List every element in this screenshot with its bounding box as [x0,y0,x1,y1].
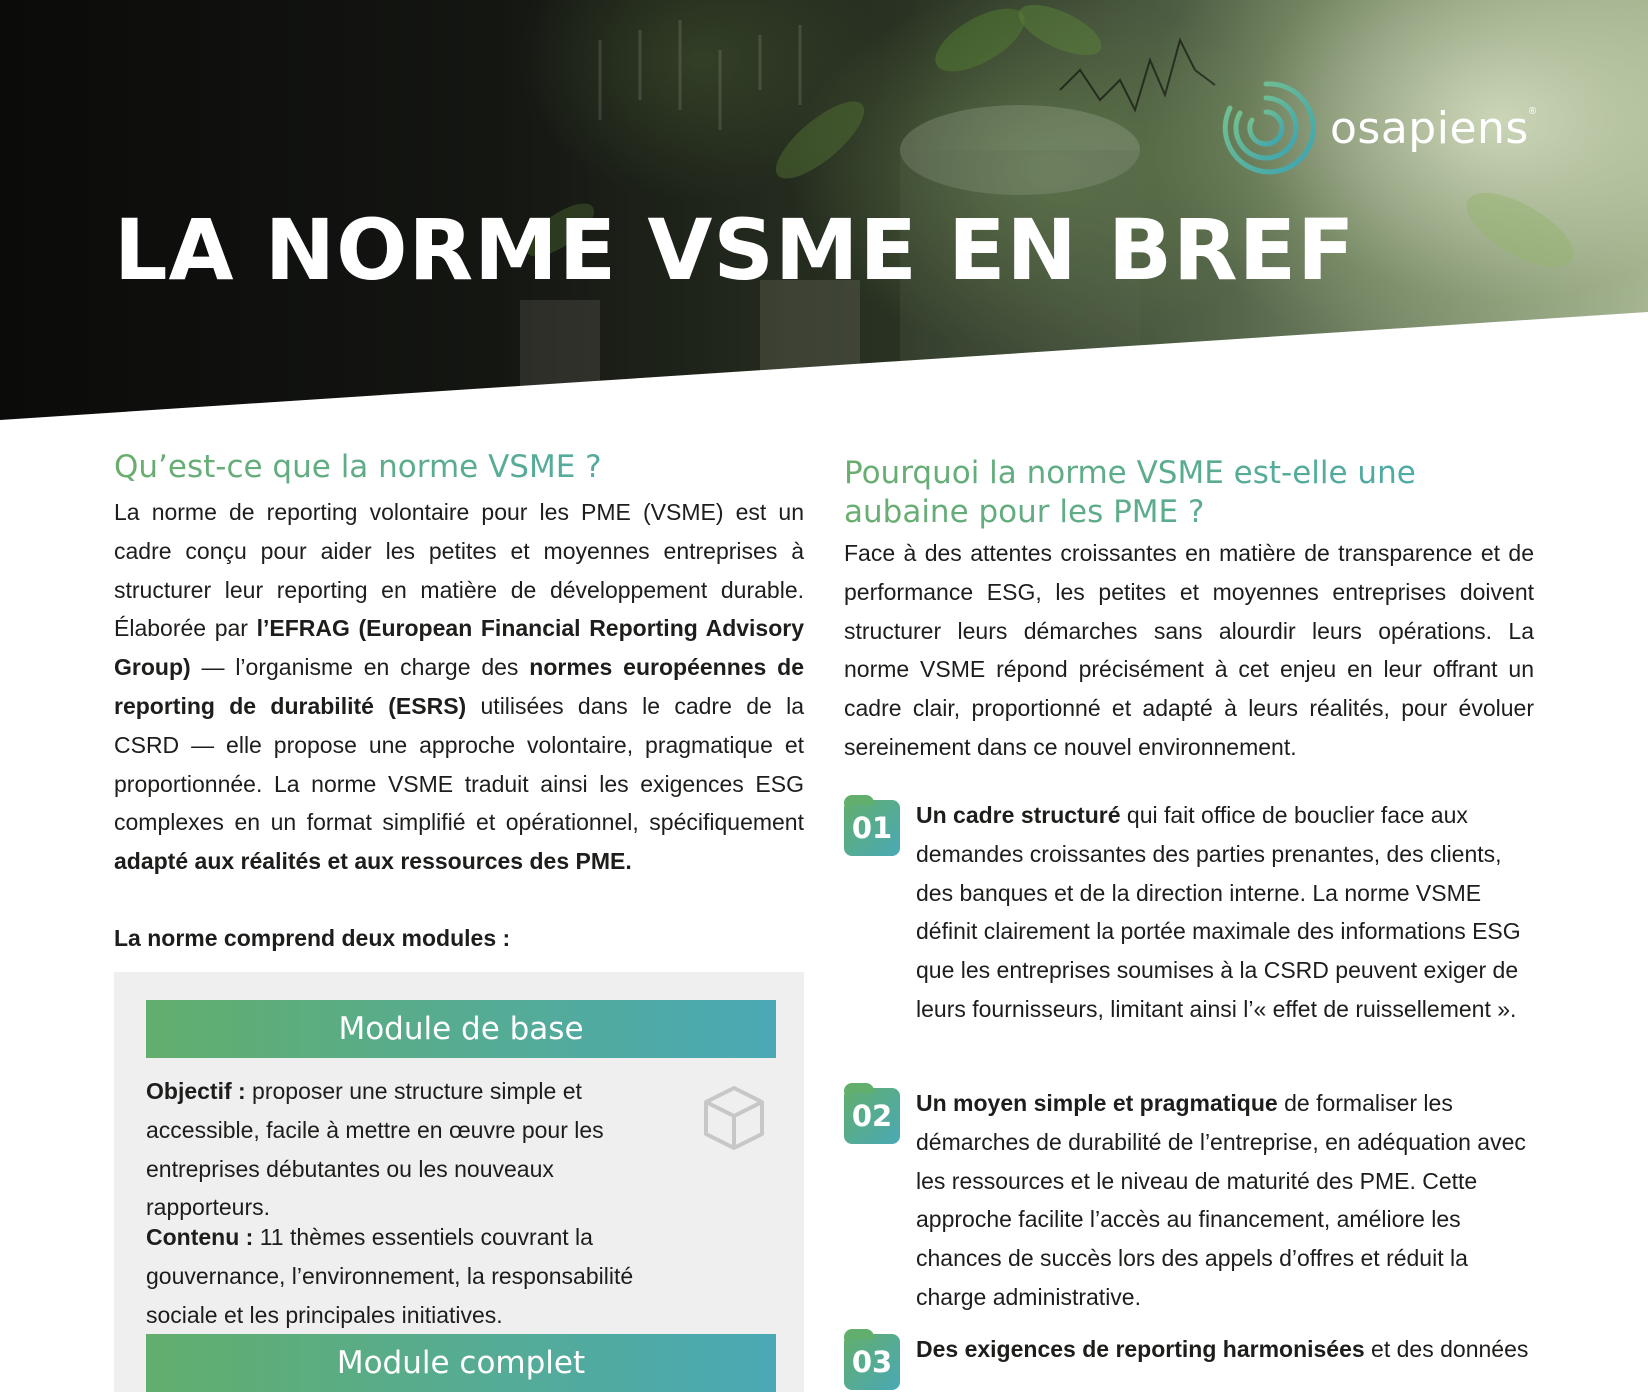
right-column [844,454,1534,767]
content-text: 11 thèmes essentiels couvrant la gouvernance, l’environnement, la responsabilité sociale et les principales initiatives. [146,1224,634,1328]
osapiens-ring-logo-icon [1216,78,1316,178]
objective-label: Objectif : [146,1078,246,1104]
page-title: LA NORME VSME EN BREF [114,201,1356,299]
logo-registered-mark: ® [1528,106,1537,117]
text-run: — l’organisme en charge des [190,654,530,681]
list-item-bold: Des exigences de reporting harmonisées [916,1336,1365,1362]
left-column [114,448,804,952]
number-badge: 01 [844,800,900,856]
text-run: La norme de reporting volontaire pour les PME (VSME) est un cadre conçu pour aider les petites et moyennes entreprises à structurer leur reporting en matière de développement durable. Élaborée par [114,499,804,642]
module-base-content [146,1218,672,1334]
hero-banner [0,0,1648,420]
logo-text: osapiens [1330,102,1529,154]
left-intro-paragraph [114,493,804,881]
text-run-bold: adapté aux réalités et aux ressources des PME. [114,848,632,875]
module-base-objective [146,1072,672,1227]
modules-box [114,972,804,1392]
number-badge: 02 [844,1088,900,1144]
content-label: Contenu : [146,1224,254,1250]
right-intro-paragraph: Face à des attentes croissantes en matière de transparence et de performance ESG, les petites et moyennes entreprises doivent structurer leurs démarches sans alourdir leurs opérations. La norme VSME répond précisément à cet enjeu en leur offrant un cadre clair, proportionné et adapté à leurs réalités, pour évoluer sereinement dans ce nouvel environnement. [844,540,1534,760]
list-item-text [916,796,1536,1029]
text-run: utilisées dans le cadre de la CSRD — elle propose une approche volontaire, pragmatique et proportionnée. La norme VSME traduit ainsi les exigences ESG complexes en un format simplifié et opérationnel, spécifiquement [114,692,804,836]
list-item-text [916,1084,1536,1317]
text-run-bold: normes européennes de reporting de durabilité (ESRS) [114,654,805,719]
cube-icon [702,1084,766,1152]
list-item-text [916,1330,1536,1369]
list-item-body: de formaliser les démarches de durabilité de l’entreprise, en adéquation avec les ressources et le niveau de maturité des PME. Cette approche facilite l’accès au financement, améliore les chances de succès lors des appels d’offres et réduit la charge administrative. [916,1090,1526,1310]
osapiens-logo [1216,80,1536,176]
list-item-bold: Un cadre structuré [916,802,1121,828]
text-run-bold: l’EFRAG (European Financial Reporting Advisory Group) [114,615,805,681]
right-section-heading: Pourquoi la norme VSME est-elle une aubaine pour les PME ? [844,454,1534,532]
number-badge: 03 [844,1334,900,1390]
module-complete-header: Module complet [146,1334,776,1392]
module-base-header: Module de base [146,1000,776,1058]
list-item-body: et des données [1364,1336,1529,1362]
list-item-bold: Un moyen simple et pragmatique [916,1090,1278,1116]
objective-text: proposer une structure simple et accessible, facile à mettre en œuvre pour les entreprises débutantes ou les nouveaux rapporteurs. [146,1078,604,1221]
list-item-body: qui fait office de bouclier face aux demandes croissantes des parties prenantes, des clients, des banques et de la direction interne. La norme VSME définit clairement la portée maximale des informations ESG que les entreprises soumises à la CSRD peuvent exiger de leurs fournisseurs, limitant ainsi l’« effet de ruissellement ». [916,802,1521,1022]
left-section-heading: Qu’est-ce que la norme VSME ? [114,448,804,487]
modules-intro: La norme comprend deux modules : [114,924,511,951]
